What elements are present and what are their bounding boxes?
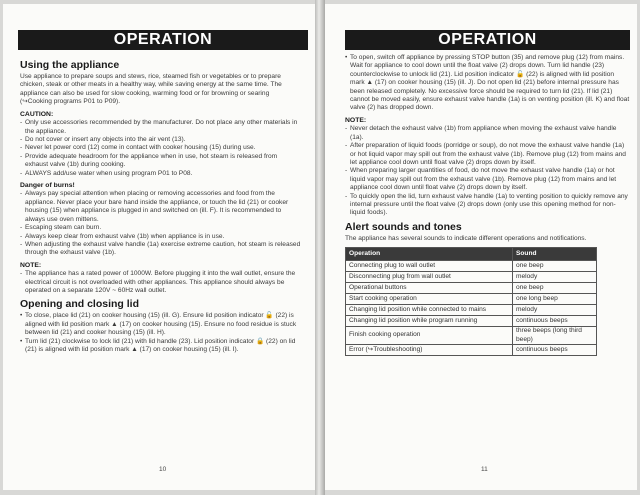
- table-row: [346, 272, 597, 283]
- caution-item: - ALWAYS add/use water when using program P01 to P08.: [20, 170, 302, 178]
- left-page: [3, 4, 315, 490]
- left-page-content: [20, 56, 302, 354]
- opening-title: Opening and closing lid: [20, 298, 140, 311]
- table-cell-sound: melody: [513, 272, 597, 283]
- table-cell-sound: one beep: [513, 283, 597, 294]
- table-cell-operation: Operational buttons: [346, 283, 513, 294]
- note-item: - Never detach the exhaust valve (1b) from appliance when moving the exhaust valve handle (1a).: [345, 125, 630, 142]
- note-title: NOTE:: [345, 116, 367, 124]
- open-item: • To open, switch off appliance by pressing STOP button (35) and remove plug (12) from mains. Wait for appliance to cool down until the float valve (2) drops down. Turn lid handle (23) counterclockwise to unlock lid (21). Lid position indicator 🔓 (22) is aligned with lid position mark ▲ (17) on cooker housing (15) (ill. J). Do not open lid (21) before internal pressure has been released completely. No excessive force should be required to turn lid (21). If lid (21) cannot be moved easily, ensure exhaust valve handle (1a) is on venting position (ill. K) and float valve (2) has dropped down.: [345, 54, 630, 113]
- danger-list: [20, 190, 302, 257]
- opening-list: [20, 312, 302, 354]
- note-item: - The appliance has a rated power of 1000W. Before plugging it into the wall outlet, ensure the electrical circuit is not overloaded with other appliances. This appliance should always be operated on a separate 120V ~ 60Hz wall outlet.: [20, 270, 302, 295]
- note-item: - After preparation of liquid foods (porridge or soup), do not move the exhaust valve handle (1a) or hot liquid vapor may spill out from the exhaust valve (1b). Remove plug (12) from mains and let appliance cool down until float valve (2) drops down by itself.: [345, 142, 630, 167]
- open-list: [345, 54, 630, 113]
- table-cell-operation: Changing lid position while program running: [346, 316, 513, 327]
- note-item: - When preparing larger quantities of food, do not move the exhaust valve handle (1a) or hot liquid vapor may spill out from the exhaust valve (1b). Remove plug (12) from mains and let appliance cool down until float valve (2) drops down by itself.: [345, 167, 630, 192]
- right-page: [325, 4, 637, 490]
- left-page-header: OPERATION: [18, 30, 308, 50]
- table-cell-operation: Start cooking operation: [346, 294, 513, 305]
- table-header-sound: Sound: [513, 248, 597, 261]
- table-header-operation: Operation: [346, 248, 513, 261]
- using-intro: Use appliance to prepare soups and stews, rice, steamed fish or vegetables or to prepare chicken, steak or other meats in a healthy way, while saving energy at the same time. The appliance can also be used for slow cooking, warming food or for browning or searing (↪Cooking programs P01 to P09).: [20, 73, 282, 106]
- book-gutter: [315, 0, 325, 495]
- alert-title: Alert sounds and tones: [345, 220, 462, 233]
- caution-item: - Only use accessories recommended by the manufacturer. Do not place any other materials in the appliance.: [20, 119, 302, 136]
- right-page-content: [345, 54, 630, 356]
- danger-item: - Always keep clear from exhaust valve (1b) when appliance is in use.: [20, 233, 302, 241]
- table-row: [346, 316, 597, 327]
- note-title: NOTE:: [20, 261, 42, 269]
- table-cell-sound: melody: [513, 305, 597, 316]
- table-cell-sound: continuous beeps: [513, 345, 597, 356]
- note-list: [345, 125, 630, 217]
- right-page-number: 11: [481, 466, 488, 473]
- caution-title: CAUTION:: [20, 110, 54, 118]
- left-page-number: 10: [159, 466, 167, 473]
- table-cell-operation: Finish cooking operation: [346, 327, 513, 345]
- caution-item: - Provide adequate headroom for the appliance when in use, hot steam is released from exhaust valve (1b) during cooking.: [20, 153, 302, 170]
- table-cell-sound: one beep: [513, 261, 597, 272]
- table-cell-operation: Error (↪Troubleshooting): [346, 345, 513, 356]
- table-cell-sound: three beeps (long third beep): [513, 327, 597, 345]
- opening-item: • To close, place lid (21) on cooker housing (15) (ill. G). Ensure lid position indicator 🔓 (22) is aligned with lid position mark ▲ (17) on cooker housing (15). Ensure no food residue is stuck between lid (21) and cooker housing (15) (ill. H).: [20, 312, 302, 337]
- alert-intro: The appliance has several sounds to indicate different operations and notifications.: [345, 234, 587, 242]
- table-cell-sound: one long beep: [513, 294, 597, 305]
- danger-item: - When adjusting the exhaust valve handle (1a) exercise extreme caution, hot steam is released through the exhaust valve (1b).: [20, 241, 302, 258]
- table-row: [346, 261, 597, 272]
- note-list: [20, 270, 302, 295]
- caution-item: - Do not cover or insert any objects into the air vent (13).: [20, 136, 302, 144]
- caution-item: - Never let power cord (12) come in contact with cooker housing (15) during use.: [20, 144, 302, 152]
- table-row: [346, 327, 597, 345]
- table-cell-operation: Connecting plug to wall outlet: [346, 261, 513, 272]
- opening-item: • Turn lid (21) clockwise to lock lid (21) with lid handle (23). Lid position indicator 🔒 (22) on lid (21) is aligned with lid position mark ▲ (17) on cooker housing (15) (ill. I).: [20, 338, 302, 355]
- table-row: [346, 283, 597, 294]
- table-row: [346, 345, 597, 356]
- using-title: Using the appliance: [20, 59, 120, 71]
- alert-sounds-table: [345, 247, 597, 356]
- note-item: - To quickly open the lid, turn exhaust valve handle (1a) to venting position to quickly remove any internal pressure until the float valve (2) drops down (only use this opening method for non-liquid foods).: [345, 193, 630, 218]
- table-cell-operation: Changing lid position while connected to mains: [346, 305, 513, 316]
- danger-item: - Always pay special attention when placing or removing accessories and food from the appliance. Never place your bare hand inside the appliance, or touch the lid (21) or cooker housing (15) when appliance is plugged in and switched on (ill. F). It is recommended to always use oven mittens.: [20, 190, 302, 224]
- table-header-row: [346, 248, 597, 261]
- danger-title: Danger of burns!: [20, 181, 75, 189]
- table-cell-sound: continuous beeps: [513, 316, 597, 327]
- table-row: [346, 294, 597, 305]
- right-page-header: OPERATION: [345, 30, 630, 50]
- table-cell-operation: Disconnecting plug from wall outlet: [346, 272, 513, 283]
- caution-list: [20, 119, 302, 178]
- table-row: [346, 305, 597, 316]
- danger-item: - Escaping steam can burn.: [20, 224, 302, 232]
